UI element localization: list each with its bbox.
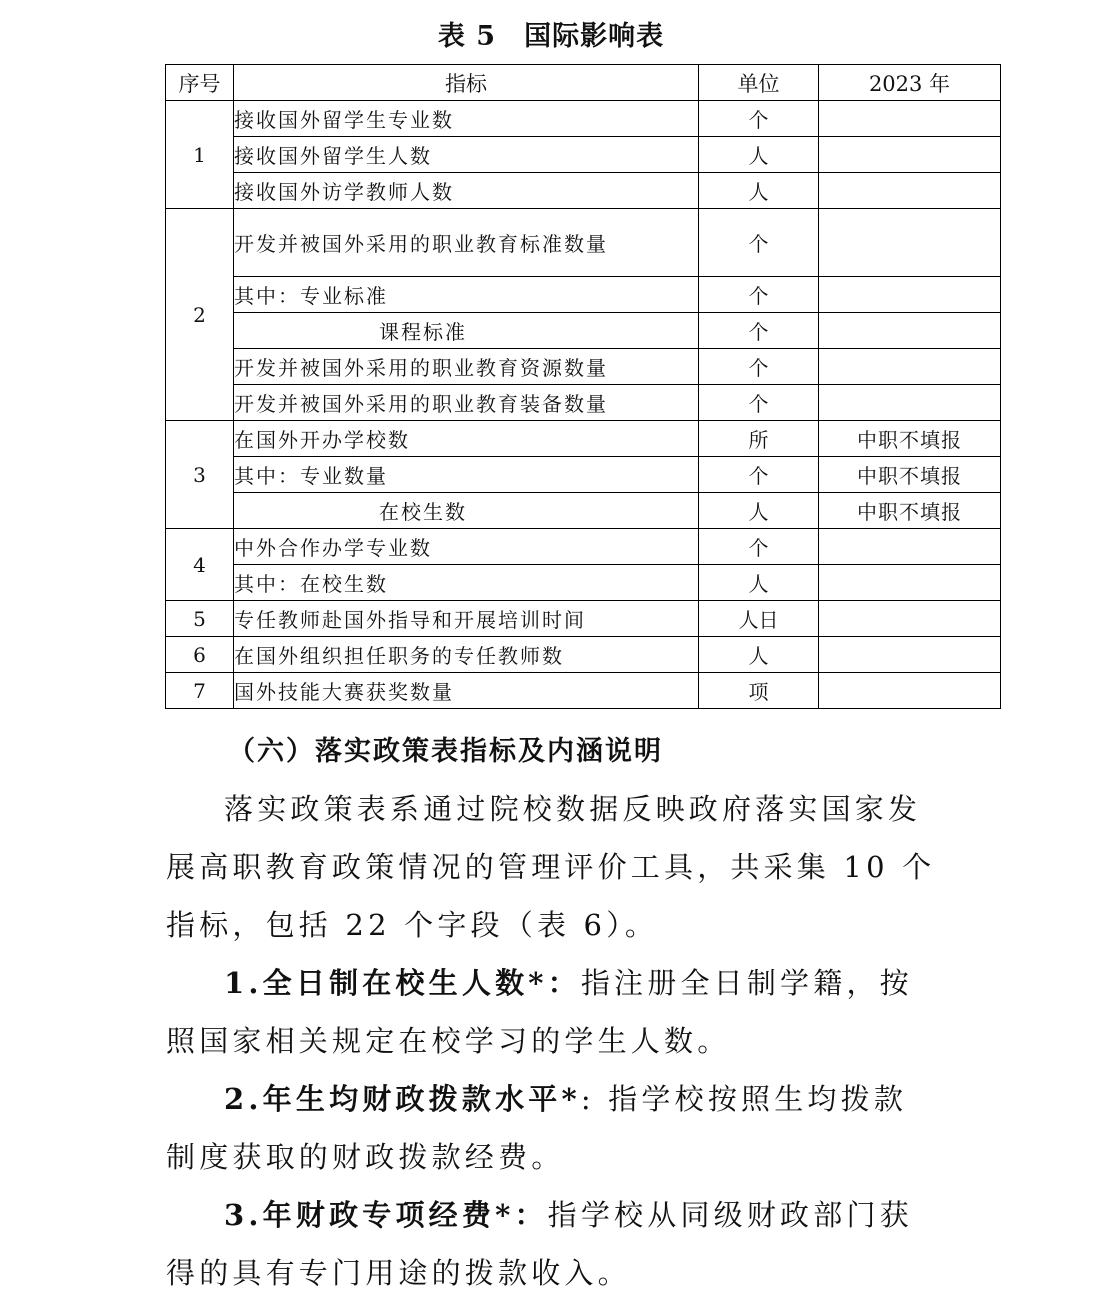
definition-text: 指注册全日制学籍，按照国家相关规定在校学习的学生人数。 (166, 966, 913, 1058)
definition-paragraph (166, 954, 938, 1070)
table-row (166, 277, 1001, 313)
table-row (166, 349, 1001, 385)
row-indicator: 其中：专业数量 (234, 457, 699, 493)
table-row (166, 637, 1001, 673)
table-row (166, 565, 1001, 601)
row-unit: 人 (699, 565, 819, 601)
row-indicator: 国外技能大赛获奖数量 (234, 673, 699, 709)
definition-text: 指学校从同级财政部门获得的具有专门用途的拨款收入。 (166, 1198, 913, 1290)
row-value (819, 101, 1001, 137)
table-header-row (166, 65, 1001, 101)
table-row (166, 209, 1001, 277)
row-seq: 6 (166, 637, 234, 673)
row-value (819, 673, 1001, 709)
intro-paragraph: 落实政策表系通过院校数据反映政府落实国家发展高职教育政策情况的管理评价工具，共采集 10 个指标，包括 22 个字段（表 6）。 (166, 792, 936, 942)
row-value: 中职不填报 (819, 421, 1001, 457)
row-value: 中职不填报 (819, 457, 1001, 493)
row-indicator: 开发并被国外采用的职业教育标准数量 (234, 209, 699, 277)
row-indicator: 在国外组织担任职务的专任教师数 (234, 637, 699, 673)
row-unit: 所 (699, 421, 819, 457)
section-heading: （六）落实政策表指标及内涵说明 (228, 736, 663, 767)
table-row (166, 313, 1001, 349)
row-indicator: 开发并被国外采用的职业教育资源数量 (234, 349, 699, 385)
row-indicator: 开发并被国外采用的职业教育装备数量 (234, 385, 699, 421)
row-unit: 项 (699, 673, 819, 709)
row-seq: 4 (166, 529, 234, 601)
header-seq: 序号 (166, 65, 234, 101)
table-row (166, 673, 1001, 709)
row-value (819, 209, 1001, 277)
row-seq: 3 (166, 421, 234, 529)
row-unit: 人 (699, 493, 819, 529)
definition-term: 1.全日制在校生人数*： (224, 966, 581, 1000)
row-indicator: 专任教师赴国外指导和开展培训时间 (234, 601, 699, 637)
row-unit: 个 (699, 313, 819, 349)
row-value (819, 529, 1001, 565)
row-value: 中职不填报 (819, 493, 1001, 529)
row-indicator: 在校生数 (234, 493, 699, 529)
row-indicator: 其中：在校生数 (234, 565, 699, 601)
row-indicator: 中外合作办学专业数 (234, 529, 699, 565)
row-value (819, 313, 1001, 349)
table-row (166, 101, 1001, 137)
header-unit: 单位 (699, 65, 819, 101)
definition-paragraph (166, 1186, 938, 1302)
international-influence-table (165, 64, 1001, 709)
row-value (819, 637, 1001, 673)
table-row (166, 529, 1001, 565)
row-unit: 人 (699, 173, 819, 209)
row-indicator: 其中：专业标准 (234, 277, 699, 313)
table-row (166, 173, 1001, 209)
row-unit: 个 (699, 209, 819, 277)
row-value (819, 601, 1001, 637)
definition-text: : 指学校按照生均拨款制度获取的财政拨款经费。 (166, 1082, 908, 1174)
row-unit: 个 (699, 385, 819, 421)
header-indicator: 指标 (234, 65, 699, 101)
row-value (819, 565, 1001, 601)
row-value (819, 137, 1001, 173)
row-indicator: 接收国外留学生人数 (234, 137, 699, 173)
table-row (166, 137, 1001, 173)
table-row (166, 457, 1001, 493)
row-seq: 2 (166, 209, 234, 421)
row-unit: 人 (699, 137, 819, 173)
row-unit: 个 (699, 529, 819, 565)
row-unit: 个 (699, 349, 819, 385)
header-year: 2023 年 (819, 65, 1001, 101)
table-row (166, 493, 1001, 529)
row-indicator: 接收国外访学教师人数 (234, 173, 699, 209)
row-value (819, 277, 1001, 313)
row-unit: 人 (699, 637, 819, 673)
row-unit: 个 (699, 101, 819, 137)
row-value (819, 173, 1001, 209)
table-row (166, 601, 1001, 637)
row-value (819, 385, 1001, 421)
row-unit: 个 (699, 457, 819, 493)
row-seq: 5 (166, 601, 234, 637)
table-row (166, 421, 1001, 457)
row-indicator: 接收国外留学生专业数 (234, 101, 699, 137)
definition-term: 3.年财政专项经费*： (224, 1198, 548, 1232)
row-value (819, 349, 1001, 385)
row-unit: 人日 (699, 601, 819, 637)
definition-term: 2.年生均财政拨款水平* (224, 1082, 581, 1116)
row-seq: 1 (166, 101, 234, 209)
table-title: 表 5 国际影响表 (437, 21, 665, 52)
definition-paragraph (166, 1070, 938, 1186)
row-seq: 7 (166, 673, 234, 709)
row-indicator: 在国外开办学校数 (234, 421, 699, 457)
table-row (166, 385, 1001, 421)
row-unit: 个 (699, 277, 819, 313)
row-indicator: 课程标准 (234, 313, 699, 349)
